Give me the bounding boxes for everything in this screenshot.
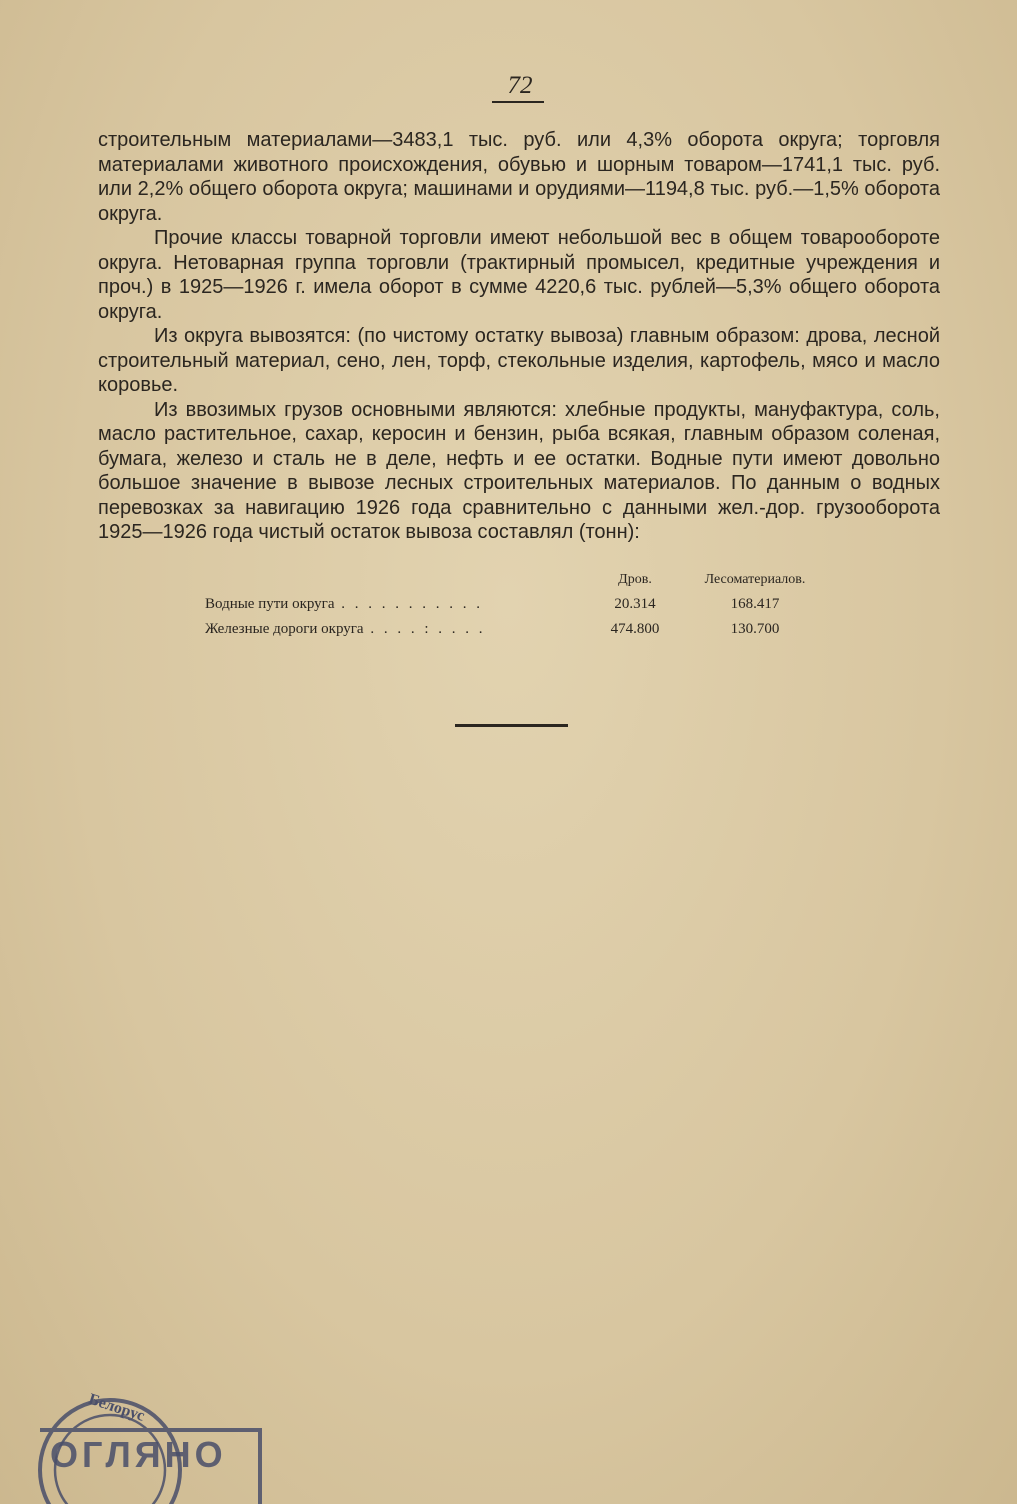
row-value-firewood: 474.800 bbox=[610, 621, 660, 637]
row-value-timber: 168.417 bbox=[730, 596, 780, 612]
page-number: 72 bbox=[507, 72, 533, 99]
header-timber: Лесоматериалов. bbox=[704, 571, 806, 587]
table-header bbox=[205, 567, 845, 592]
row-label bbox=[205, 596, 580, 613]
paragraph: Из ввозимых грузов основными являются: хлебные продукты, мануфактура, соль, масло растительное, сахар, керосин и бензин, рыба всякая, главным образом соленая, бумага, железо и сталь не в деле, нефть и ее остатки. Водные пути имеют довольно большое значение в вывозе лесных строительных материалов. По данным о водных перевозках за навигацию 1926 года сравнительно с данными жел.-дор. грузооборота 1925—1926 года чистый остаток вывоза составлял (тонн): bbox=[98, 398, 940, 543]
stamp-top-text: Белорус bbox=[86, 1390, 147, 1425]
paragraph: строительным материалами—3483,1 тыс. руб. или 4,3% оборота округа; торговля материалами животного происхождения, обувью и шорным товаром—1741,1 тыс. руб. или 2,2% общего оборота округа; машинами и орудиями—1194,8 тыс. руб.—1,5% оборота округа. bbox=[98, 129, 940, 225]
stamp-graphic bbox=[28, 1385, 268, 1504]
row-label-text: Водные пути округа bbox=[205, 596, 335, 612]
row-label bbox=[205, 621, 580, 638]
row-leader-dots: . . . . . . . . . . . bbox=[334, 596, 483, 612]
row-value-firewood: 20.314 bbox=[614, 596, 656, 612]
export-table bbox=[205, 567, 845, 642]
library-stamp bbox=[28, 1385, 268, 1504]
page-number-underline bbox=[492, 101, 544, 103]
header-firewood: Дров. bbox=[618, 571, 652, 587]
row-leader-dots: . . . . : . . . . bbox=[363, 621, 486, 637]
table-row bbox=[205, 617, 845, 642]
section-divider bbox=[455, 724, 568, 727]
table-row bbox=[205, 592, 845, 617]
body-text bbox=[98, 128, 940, 545]
stamp-main-text: ОГЛЯНО bbox=[50, 1434, 227, 1475]
paragraph: Из округа вывозятся: (по чистому остатку вывоза) главным образом: дрова, лесной строительный материал, сено, лен, торф, стекольные изделия, картофель, мясо и масло коровье. bbox=[98, 325, 940, 396]
paragraph: Прочие классы товарной торговли имеют небольшой вес в общем товарообороте округа. Нетоварная группа торговли (трактирный промысел, кредитные учреждения и проч.) в 1925—1926 г. имела оборот в сумме 4220,6 тыс. рублей—5,3% общего оборота округа. bbox=[98, 227, 940, 323]
row-value-timber: 130.700 bbox=[730, 621, 780, 637]
row-label-text: Железные дороги округа bbox=[205, 621, 364, 637]
